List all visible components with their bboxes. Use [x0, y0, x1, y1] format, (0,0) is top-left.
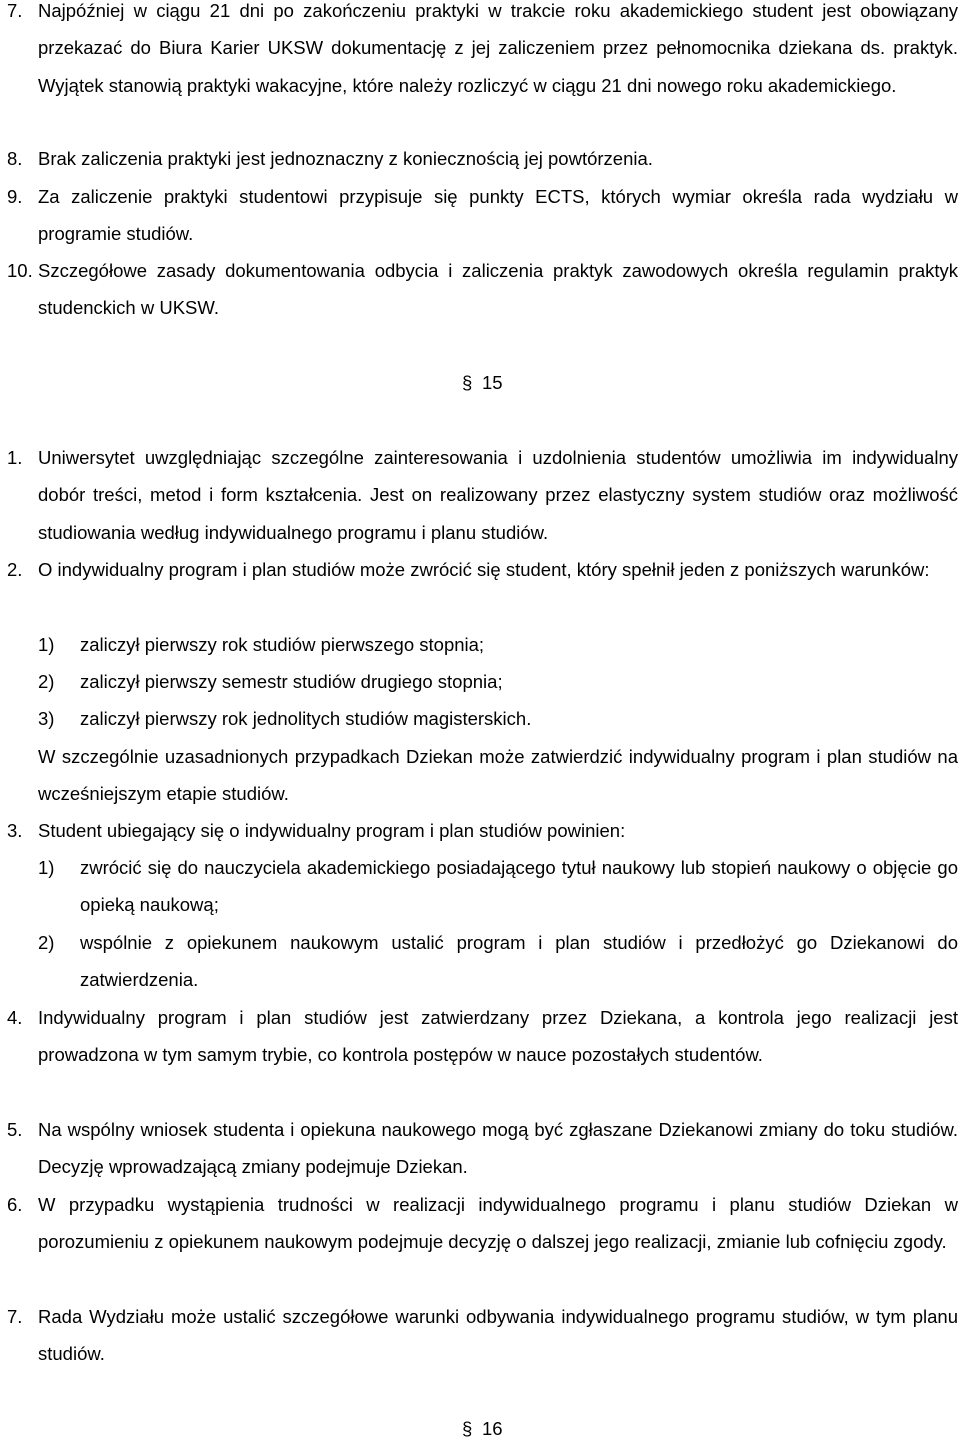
list-item — [0, 252, 958, 327]
list-item — [0, 999, 958, 1074]
item-text: zaliczył pierwszy semestr studiów drugiego stopnia; — [80, 671, 503, 692]
list-item — [0, 140, 958, 177]
item-text: wspólnie z opiekunem naukowym ustalić program i plan studiów i przedłożyć go Dziekanowi do zatwierdzenia. — [80, 932, 958, 991]
item-number: 7. — [7, 1306, 23, 1327]
section-number: 15 — [482, 372, 503, 393]
item-text: Student ubiegający się o indywidualny program i plan studiów powinien: — [38, 820, 626, 841]
item-text: O indywidualny program i plan studiów może zwrócić się student, który spełnił jeden z poniższych warunków: — [38, 559, 930, 580]
item-number: 5. — [7, 1119, 23, 1140]
item-text: Za zaliczenie praktyki studentowi przypisuje się punkty ECTS, których wymiar określa rada wydziału w programie studiów. — [38, 186, 958, 245]
item-number: 4. — [7, 1007, 23, 1028]
sub-list-item — [0, 849, 958, 924]
item-text: Najpóźniej w ciągu 21 dni po zakończeniu praktyki w trakcie roku akademickiego student jest obowiązany przekazać do Biura Karier UKSW dokumentację z jej zaliczeniem przez pełnomocnika dziekana ds. praktyk. Wyjątek stanowią praktyki wakacyjne, które należy rozliczyć w ciągu 21 dni nowego roku akademickiego. — [38, 0, 958, 96]
item-text: W przypadku wystąpienia trudności w realizacji indywidualnego programu i planu studiów Dziekan w porozumieniu z opiekunem naukowym podejmuje decyzję o dalszej jego realizacji, zmianie lub cofnięciu zgody. — [38, 1194, 958, 1253]
list-item — [0, 439, 958, 551]
item-number: 3) — [38, 708, 55, 729]
section-number: 16 — [482, 1418, 503, 1439]
item-number: 2) — [38, 932, 55, 953]
item-text: Uniwersytet uwzględniając szczególne zainteresowania i uzdolnienia studentów umożliwia im indywidualny dobór treści, metod i form kształcenia. Jest on realizowany przez elastyczny system studiów oraz możliwość studiowania według indywidualnego programu i planu studiów. — [38, 447, 958, 543]
item-number: 1) — [38, 634, 55, 655]
item-text: zaliczył pierwszy rok jednolitych studiów magisterskich. — [80, 708, 532, 729]
item-number: 10. — [7, 260, 33, 281]
list-item — [0, 812, 958, 849]
list-item — [0, 178, 958, 253]
item-text: Na wspólny wniosek studenta i opiekuna naukowego mogą być zgłaszane Dziekanowi zmiany do toku studiów. Decyzję wprowadzającą zmiany podejmuje Dziekan. — [38, 1119, 958, 1178]
item-text: Szczegółowe zasady dokumentowania odbycia i zaliczenia praktyk zawodowych określa regulamin praktyk studenckich w UKSW. — [38, 260, 958, 319]
section-heading — [462, 1410, 503, 1447]
list-item — [0, 1186, 958, 1261]
item-text: zaliczył pierwszy rok studiów pierwszego stopnia; — [80, 634, 485, 655]
item-number: 2) — [38, 671, 55, 692]
item-text: Rada Wydziału może ustalić szczegółowe warunki odbywania indywidualnego programu studiów, w tym planu studiów. — [38, 1306, 958, 1365]
item-number: 1. — [7, 447, 23, 468]
sub-list-item — [0, 626, 958, 663]
item-text: Brak zaliczenia praktyki jest jednoznaczny z koniecznością jej powtórzenia. — [38, 148, 653, 169]
item-number: 8. — [7, 148, 23, 169]
section-sign: § — [462, 1418, 473, 1439]
list-item — [0, 1111, 958, 1186]
list-item — [0, 551, 958, 588]
item-number: 3. — [7, 820, 23, 841]
section-sign: § — [462, 372, 473, 393]
section-heading — [462, 364, 503, 401]
sub-list-item — [0, 700, 958, 737]
sub-list-item — [0, 924, 958, 999]
sub-list-item — [0, 663, 958, 700]
item-number: 6. — [7, 1194, 23, 1215]
item-text: Indywidualny program i plan studiów jest zatwierdzany przez Dziekana, a kontrola jego realizacji jest prowadzona w tym samym trybie, co kontrola postępów w nauce pozostałych studentów. — [38, 1007, 958, 1066]
list-item — [0, 1298, 958, 1373]
list-item — [0, 0, 958, 104]
item-number: 1) — [38, 857, 55, 878]
item-number: 7. — [7, 0, 23, 21]
paragraph-text: W szczególnie uzasadnionych przypadkach Dziekan może zatwierdzić indywidualny program i plan studiów na wcześniejszym etapie studiów. — [38, 746, 958, 805]
item-number: 9. — [7, 186, 23, 207]
item-text: zwrócić się do nauczyciela akademickiego posiadającego tytuł naukowy lub stopień naukowy o objęcie go opieką naukową; — [80, 857, 958, 916]
item-number: 2. — [7, 559, 23, 580]
